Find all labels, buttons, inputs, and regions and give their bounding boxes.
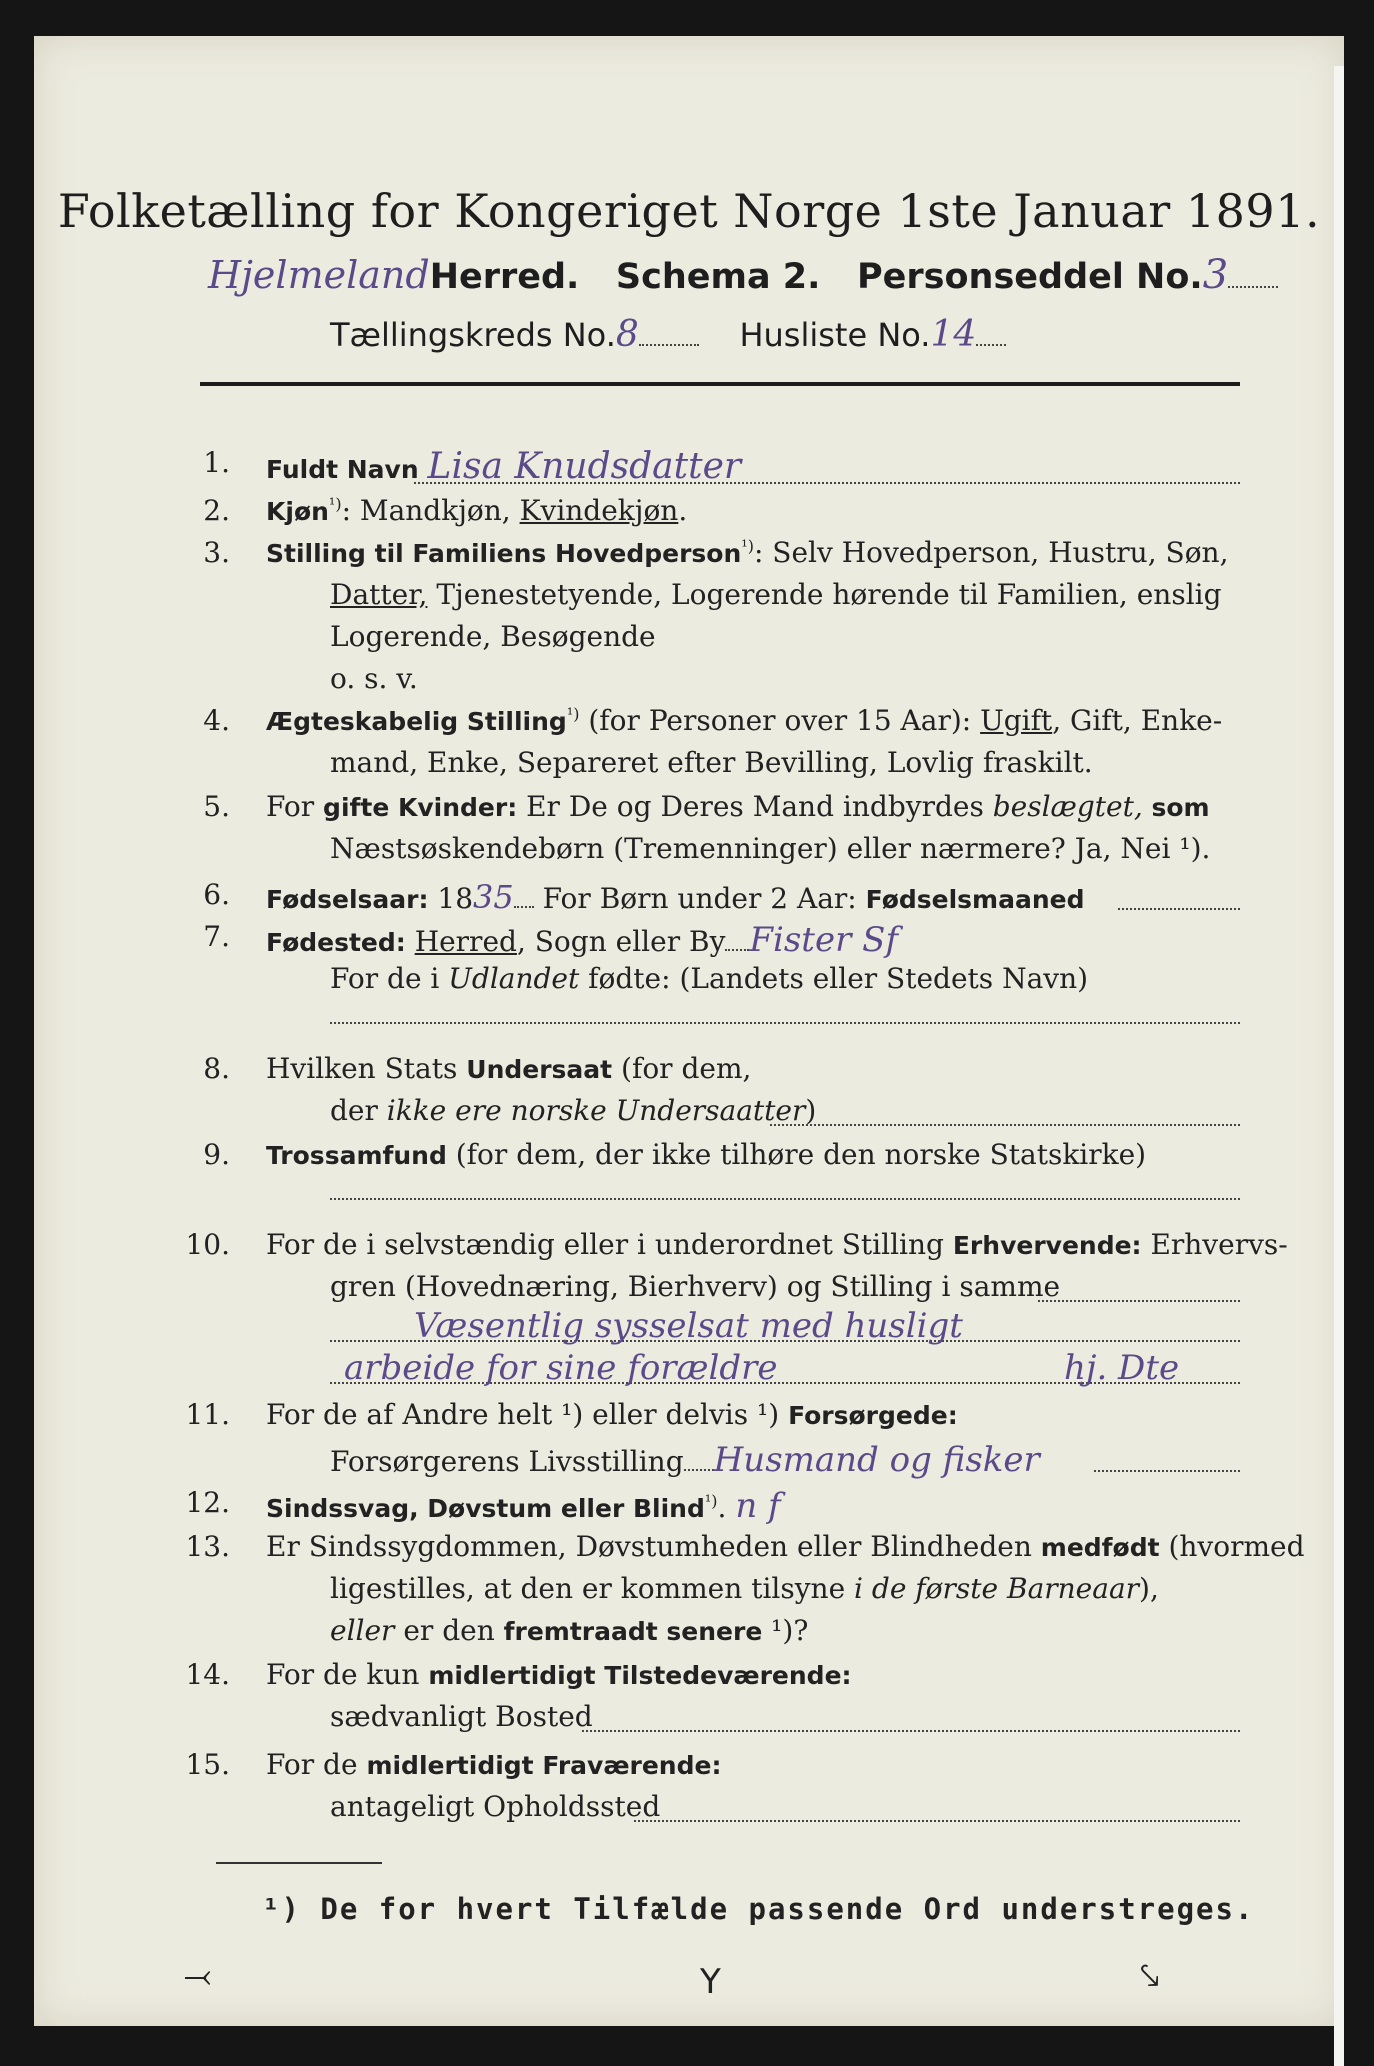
item-8-pre: Hvilken Stats: [266, 1052, 467, 1085]
forsorger-dots: [684, 1469, 714, 1471]
item-11-line1: [266, 1398, 958, 1431]
forsorger-label: Forsørgerens Livsstilling: [330, 1445, 684, 1478]
bosted-dotline: [582, 1730, 1240, 1732]
trossamfund-dotline: [330, 1198, 1240, 1200]
item-15-pre: For de: [266, 1748, 367, 1781]
item-8-post: (for dem,: [612, 1052, 752, 1085]
item-number: 2.: [203, 494, 230, 527]
item-label: Fødested:: [266, 928, 406, 957]
item-8-line2-post: ): [805, 1094, 817, 1127]
footnote-ref: ¹): [741, 536, 754, 556]
item-label: medfødt: [1040, 1533, 1160, 1562]
item-13-line3-post: ¹)?: [762, 1614, 809, 1647]
bosted-label: sædvanligt Bosted: [330, 1700, 593, 1733]
item-3-line2-rest: Tjenestetyende, Logerende hørende til Familien, enslig: [427, 578, 1222, 611]
item-6-rest: For Børn under 2 Aar:: [533, 882, 866, 915]
fremtraadt-label: fremtraadt senere: [503, 1617, 763, 1646]
item-13-line2-post: ),: [1139, 1572, 1159, 1605]
item-6-text: [266, 878, 1085, 916]
item-5-pre: For: [266, 790, 324, 823]
census-form-sheet: [34, 36, 1344, 2026]
kreds-dots: [639, 344, 699, 346]
footnote-ref: ¹): [704, 1491, 718, 1511]
item-number: 12.: [185, 1486, 230, 1519]
item-14-pre: For de kun: [266, 1658, 429, 1691]
kreds-label: Tællingskreds No.: [330, 316, 616, 354]
corner-mark-center: Y: [700, 1962, 721, 2002]
opholdssted-dotline: [634, 1820, 1240, 1822]
forsorger-dotline: [1094, 1470, 1240, 1472]
item-7-line2-post: fødte: (Landets eller Stedets Navn): [579, 962, 1089, 995]
item-3-line2: [330, 578, 1222, 611]
item-label: Erhvervende:: [952, 1231, 1142, 1260]
item-13-post: (hvormed: [1159, 1530, 1305, 1563]
kreds-husliste-line: [330, 314, 1006, 355]
husliste-number: 14: [930, 314, 977, 355]
fodselsmaaned-label: Fødselsmaaned: [865, 885, 1085, 914]
item-9-rest: (for dem, der ikke tilhøre den norske Statskirke): [446, 1138, 1147, 1171]
footnote-ref: ¹): [566, 704, 580, 724]
footnote-ref: ¹): [328, 494, 342, 514]
item-4-line1: [266, 704, 1222, 737]
item-label: gifte Kvinder:: [323, 793, 518, 822]
item-7-line2-pre: For de i: [330, 962, 449, 995]
birthplace-answer: Fister Sf: [749, 920, 899, 960]
item-7-line2: [330, 962, 1088, 995]
year-handwritten: 35: [473, 878, 514, 916]
beslaegtet-italic: beslægtet,: [992, 790, 1143, 823]
item-1-text: [266, 446, 741, 487]
udlandet-italic: Udlandet: [448, 962, 580, 995]
fodselsmaaned-dotline: [1118, 908, 1240, 910]
footnote-divider: [216, 1862, 382, 1864]
item-13-line2: [330, 1572, 1159, 1605]
item-7-rest: , Sogn eller By: [516, 925, 726, 958]
page-edge: [1334, 66, 1344, 2066]
item-5-line1: [266, 790, 1210, 823]
item-label: Trossamfund: [266, 1141, 447, 1170]
item-2-end: .: [678, 494, 688, 527]
item-label: Ægteskabelig Stilling: [266, 707, 567, 736]
personseddel-dots: [1228, 286, 1278, 288]
item-13-line3: [330, 1614, 808, 1647]
item-10-line2: gren (Hovednæring, Bierhverv) og Stilling i samme: [330, 1270, 1061, 1303]
item-label: Fødselsaar:: [266, 885, 429, 914]
item-14-line1: [266, 1658, 852, 1691]
erhverv-dotline: [1038, 1300, 1240, 1302]
item-number: 5.: [203, 790, 230, 823]
herred-handwritten: Hjelmeland: [208, 253, 430, 297]
personseddel-label: Personseddel No.: [857, 257, 1203, 297]
year-prefix: 18: [428, 882, 474, 915]
birthplace-dots: [725, 949, 749, 951]
item-10-line1: [266, 1228, 1288, 1261]
occupation-answer-2: arbeide for sine forældre: [344, 1348, 778, 1388]
item-13-line1: [266, 1530, 1305, 1563]
item-3-rest: : Selv Hovedperson, Hustru, Søn,: [753, 536, 1229, 569]
kvindekjon-underlined: Kvindekjøn: [519, 494, 679, 527]
item-number: 11.: [185, 1398, 230, 1431]
item-number: 8.: [203, 1052, 230, 1085]
opholdssted-label: antageligt Opholdssted: [330, 1790, 661, 1823]
undersaatter-italic: ikke ere norske Undersaatter: [386, 1094, 806, 1127]
item-4-post: , Gift, Enke-: [1052, 704, 1223, 737]
item-3-line4: o. s. v.: [330, 662, 418, 695]
husliste-label: Husliste No.: [739, 316, 931, 354]
item-11-line2: [330, 1440, 1040, 1480]
barneaar-italic: i de første Barneaar: [854, 1572, 1140, 1605]
herred-underlined: Herred: [414, 925, 517, 958]
item-8-line1: [266, 1052, 751, 1085]
item-7-line1: [266, 920, 898, 960]
schema-label: Schema 2.: [615, 257, 821, 297]
personseddel-number: 3: [1202, 252, 1229, 298]
item-number: 9.: [203, 1138, 230, 1171]
year-dots: [514, 906, 534, 908]
item-label: Stilling til Familiens Hovedperson: [266, 539, 742, 568]
item-number: 14.: [185, 1658, 230, 1691]
item-label: midlertidigt Tilstedeværende:: [428, 1661, 852, 1690]
udlandet-dotline: [330, 1022, 1240, 1024]
occupation-note: hj. Dte: [1064, 1348, 1180, 1388]
item-3-line3: Logerende, Besøgende: [330, 620, 656, 653]
item-12-text: [266, 1486, 781, 1526]
item-number: 10.: [185, 1228, 230, 1261]
item-4-pre: (for Personer over 15 Aar):: [579, 704, 981, 737]
item-13-pre: Er Sindssygdommen, Døvstumheden eller Blindheden: [266, 1530, 1041, 1563]
item-10-post: Erhvervs-: [1141, 1228, 1288, 1261]
datter-underlined: Datter,: [330, 578, 428, 611]
item-5-line2: Næstsøskendebørn (Tremenninger) eller nærmere? Ja, Nei ¹).: [330, 832, 1211, 865]
item-label: Forsørgede:: [788, 1401, 958, 1430]
item-number: 15.: [185, 1748, 230, 1781]
item-12-post: .: [717, 1491, 727, 1524]
item-3-line1: [266, 536, 1229, 569]
undersaat-dotline: [770, 1124, 1240, 1126]
item-10-pre: For de i selvstændig eller i underordnet Stilling: [266, 1228, 953, 1261]
item-label: Sindssvag, Døvstum eller Blind: [266, 1494, 705, 1523]
item-2-rest: : Mandkjøn,: [341, 494, 520, 527]
item-15-line1: [266, 1748, 721, 1781]
item-2-text: [266, 494, 687, 527]
occupation-answer-1: Væsentlig sysselsat med husligt: [414, 1306, 963, 1346]
item-label: Kjøn: [266, 497, 329, 526]
eller-italic: eller: [330, 1614, 395, 1647]
item-13-line3-pre: er den: [394, 1614, 504, 1647]
name-dotline: [414, 482, 1240, 484]
sindssvag-answer: n f: [735, 1486, 781, 1526]
item-number: 13.: [185, 1530, 230, 1563]
item-5-rest: Er De og Deres Mand indbyrdes: [517, 790, 993, 823]
footnote: ¹) De for hvert Tilfælde passende Ord understreges.: [262, 1892, 1255, 1926]
item-4-line2: mand, Enke, Separeret efter Bevilling, Lovlig fraskilt.: [330, 746, 1093, 779]
corner-mark-left: ⤙: [184, 1956, 212, 1996]
item-13-line2-pre: ligestilles, at den er kommen tilsyne: [330, 1572, 855, 1605]
herred-label: Herred.: [429, 257, 580, 297]
item-11-pre: For de af Andre helt ¹) eller delvis ¹): [266, 1398, 789, 1431]
form-title: Folketælling for Kongeriget Norge 1ste Januar 1891.: [57, 184, 1321, 238]
item-number: 3.: [203, 536, 230, 569]
item-label: midlertidigt Fraværende:: [366, 1751, 722, 1780]
header-divider: [200, 382, 1240, 386]
item-label: Fuldt Navn: [266, 455, 419, 484]
item-number: 4.: [203, 704, 230, 737]
item-9-text: [266, 1138, 1146, 1171]
husliste-dots: [976, 344, 1006, 346]
corner-mark-right: ⤥: [1140, 1956, 1160, 1996]
name-answer: Lisa Knudsdatter: [427, 446, 742, 487]
item-number: 7.: [203, 920, 230, 953]
item-8-line2: [330, 1094, 816, 1127]
ugift-underlined: Ugift: [980, 704, 1053, 737]
item-number: 1.: [203, 446, 230, 479]
herred-schema-line: [208, 252, 1278, 298]
forsorger-answer: Husmand og fisker: [713, 1440, 1040, 1480]
item-number: 6.: [203, 878, 230, 911]
item-label: Undersaat: [466, 1055, 613, 1084]
kreds-number: 8: [615, 314, 639, 355]
item-5-end: som: [1142, 793, 1210, 822]
item-8-line2-pre: der: [330, 1094, 387, 1127]
